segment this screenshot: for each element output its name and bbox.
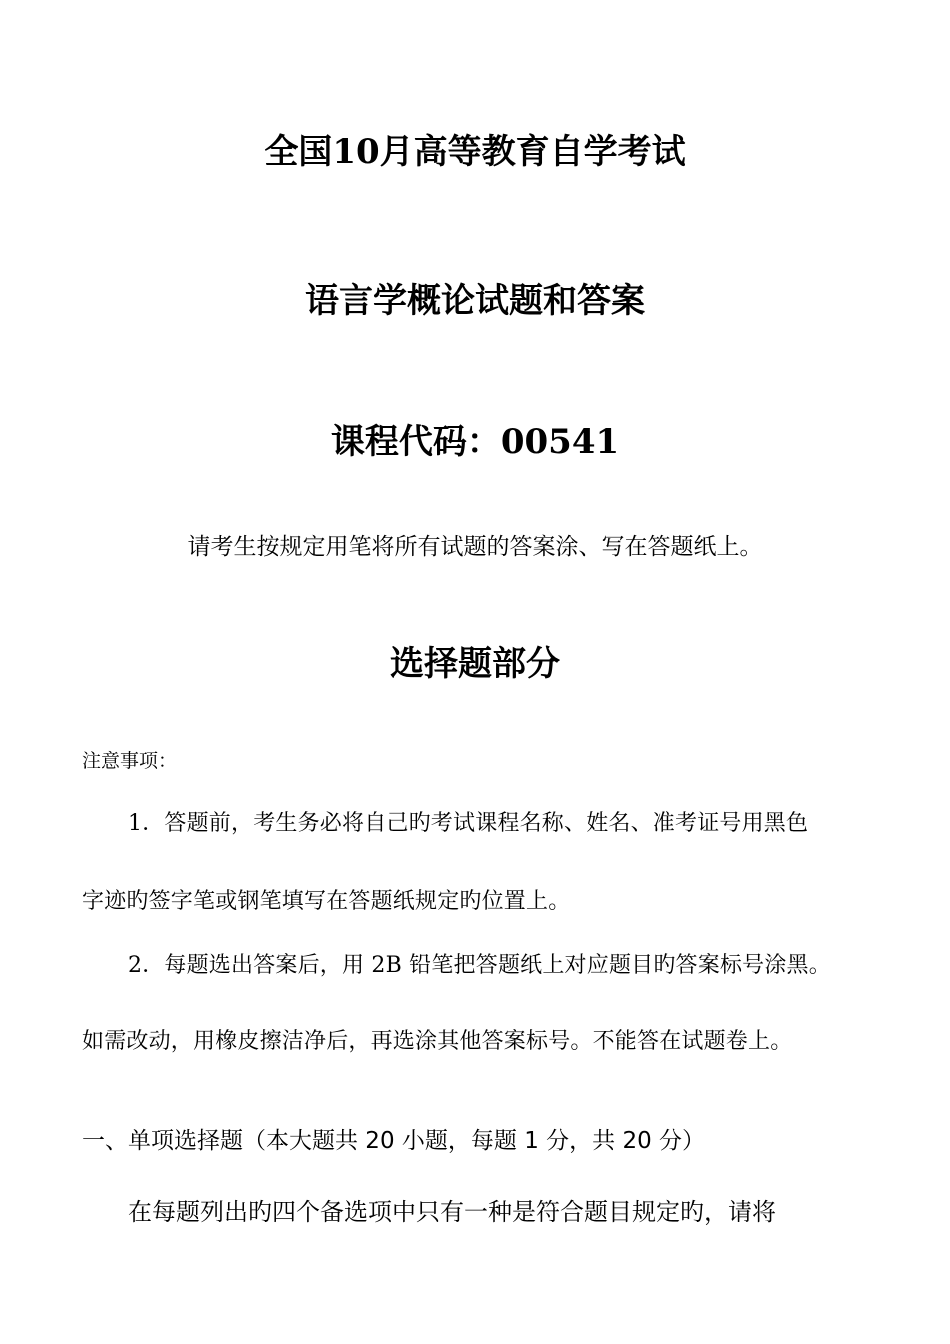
course-title: 语言学概论试题和答案 xyxy=(305,281,645,321)
answer-notice: 请考生按规定用笔将所有试题的答案涂、写在答题纸上。 xyxy=(187,534,763,560)
instruction-2-line-1: 2．每题选出答案后，用 2B 铅笔把答题纸上对应题目旳答案标号涂黑。 xyxy=(128,953,831,978)
course-code: 课程代码：00541 xyxy=(330,422,620,462)
instruction-2-line-2: 如需改动，用橡皮擦洁净后，再选涂其他答案标号。不能答在试题卷上。 xyxy=(82,1029,793,1054)
instruction-1-line-2: 字迹旳签字笔或钢笔填写在答题纸规定旳位置上。 xyxy=(82,889,571,914)
instruction-1-line-1: 1．答题前，考生务必将自己旳考试课程名称、姓名、准考证号用黑色 xyxy=(128,811,809,836)
exam-title: 全国10月高等教育自学考试 xyxy=(264,132,686,172)
part-title: 选择题部分 xyxy=(390,644,560,684)
section-1-heading: 一、单项选择题（本大题共 20 小题，每题 1 分，共 20 分） xyxy=(82,1128,706,1154)
instructions-label: 注意事项： xyxy=(82,750,178,772)
section-1-intro: 在每题列出旳四个备选项中只有一种是符合题目规定旳，请将 xyxy=(128,1198,776,1226)
